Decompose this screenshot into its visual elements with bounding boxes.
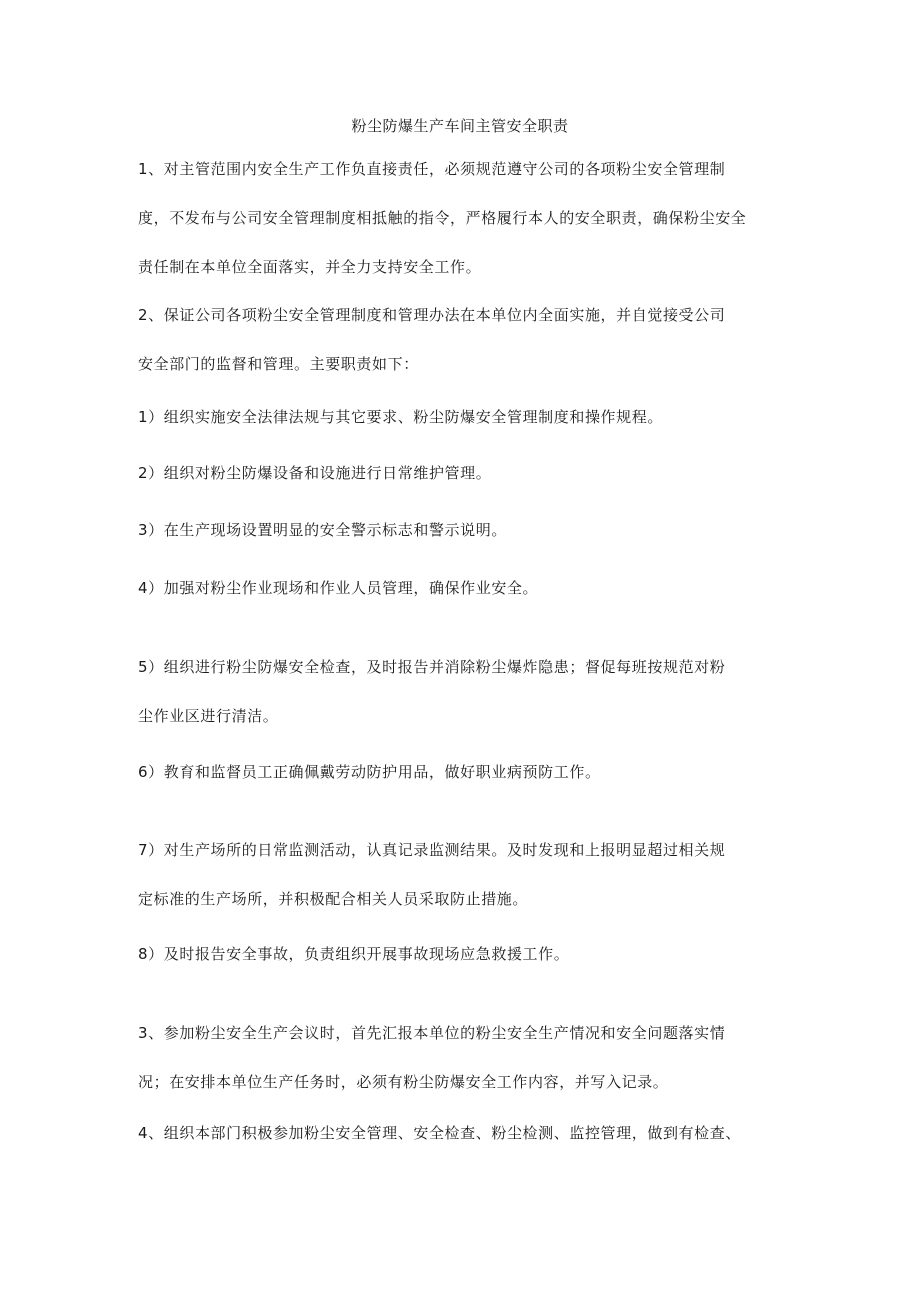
paragraph-line: 3、参加粉尘安全生产会议时，首先汇报本单位的粉尘安全生产情况和安全问题落实情: [138, 1024, 726, 1042]
list-item-line: 5）组织进行粉尘防爆安全检查，及时报告并消除粉尘爆炸隐患；督促每班按规范对粉: [138, 658, 726, 676]
list-item-line: 2）组织对粉尘防爆设备和设施进行日常维护管理。: [138, 464, 492, 482]
paragraph-line: 责任制在本单位全面落实，并全力支持安全工作。: [138, 258, 482, 276]
list-item-line: 尘作业区进行清洁。: [138, 707, 279, 725]
list-item-line: 1）组织实施安全法律法规与其它要求、粉尘防爆安全管理制度和操作规程。: [138, 408, 663, 426]
list-item-line: 8）及时报告安全事故，负责组织开展事故现场应急救援工作。: [138, 945, 570, 963]
list-item-line: 3）在生产现场设置明显的安全警示标志和警示说明。: [138, 521, 507, 539]
list-item-line: 6）教育和监督员工正确佩戴劳动防护用品，做好职业病预防工作。: [138, 763, 601, 781]
paragraph-line: 度，不发布与公司安全管理制度相抵触的指令，严格履行本人的安全职责，确保粉尘安全: [138, 209, 747, 227]
paragraph-line: 安全部门的监督和管理。主要职责如下：: [138, 355, 419, 373]
document-title: 粉尘防爆生产车间主管安全职责: [351, 117, 569, 135]
paragraph-line: 1、对主管范围内安全生产工作负直接责任，必须规范遵守公司的各项粉尘安全管理制: [138, 160, 726, 178]
paragraph-line: 况；在安排本单位生产任务时，必须有粉尘防爆安全工作内容，并写入记录。: [138, 1073, 669, 1091]
list-item-line: 定标准的生产场所，并积极配合相关人员采取防止措施。: [138, 890, 529, 908]
paragraph-line: 2、保证公司各项粉尘安全管理制度和管理办法在本单位内全面实施，并自觉接受公司: [138, 306, 726, 324]
paragraph-line: 4、组织本部门积极参加粉尘安全管理、安全检查、粉尘检测、监控管理，做到有检查、: [138, 1124, 741, 1142]
list-item-line: 4）加强对粉尘作业现场和作业人员管理，确保作业安全。: [138, 579, 539, 597]
list-item-line: 7）对生产场所的日常监测活动，认真记录监测结果。及时发现和上报明显超过相关规: [138, 841, 726, 859]
